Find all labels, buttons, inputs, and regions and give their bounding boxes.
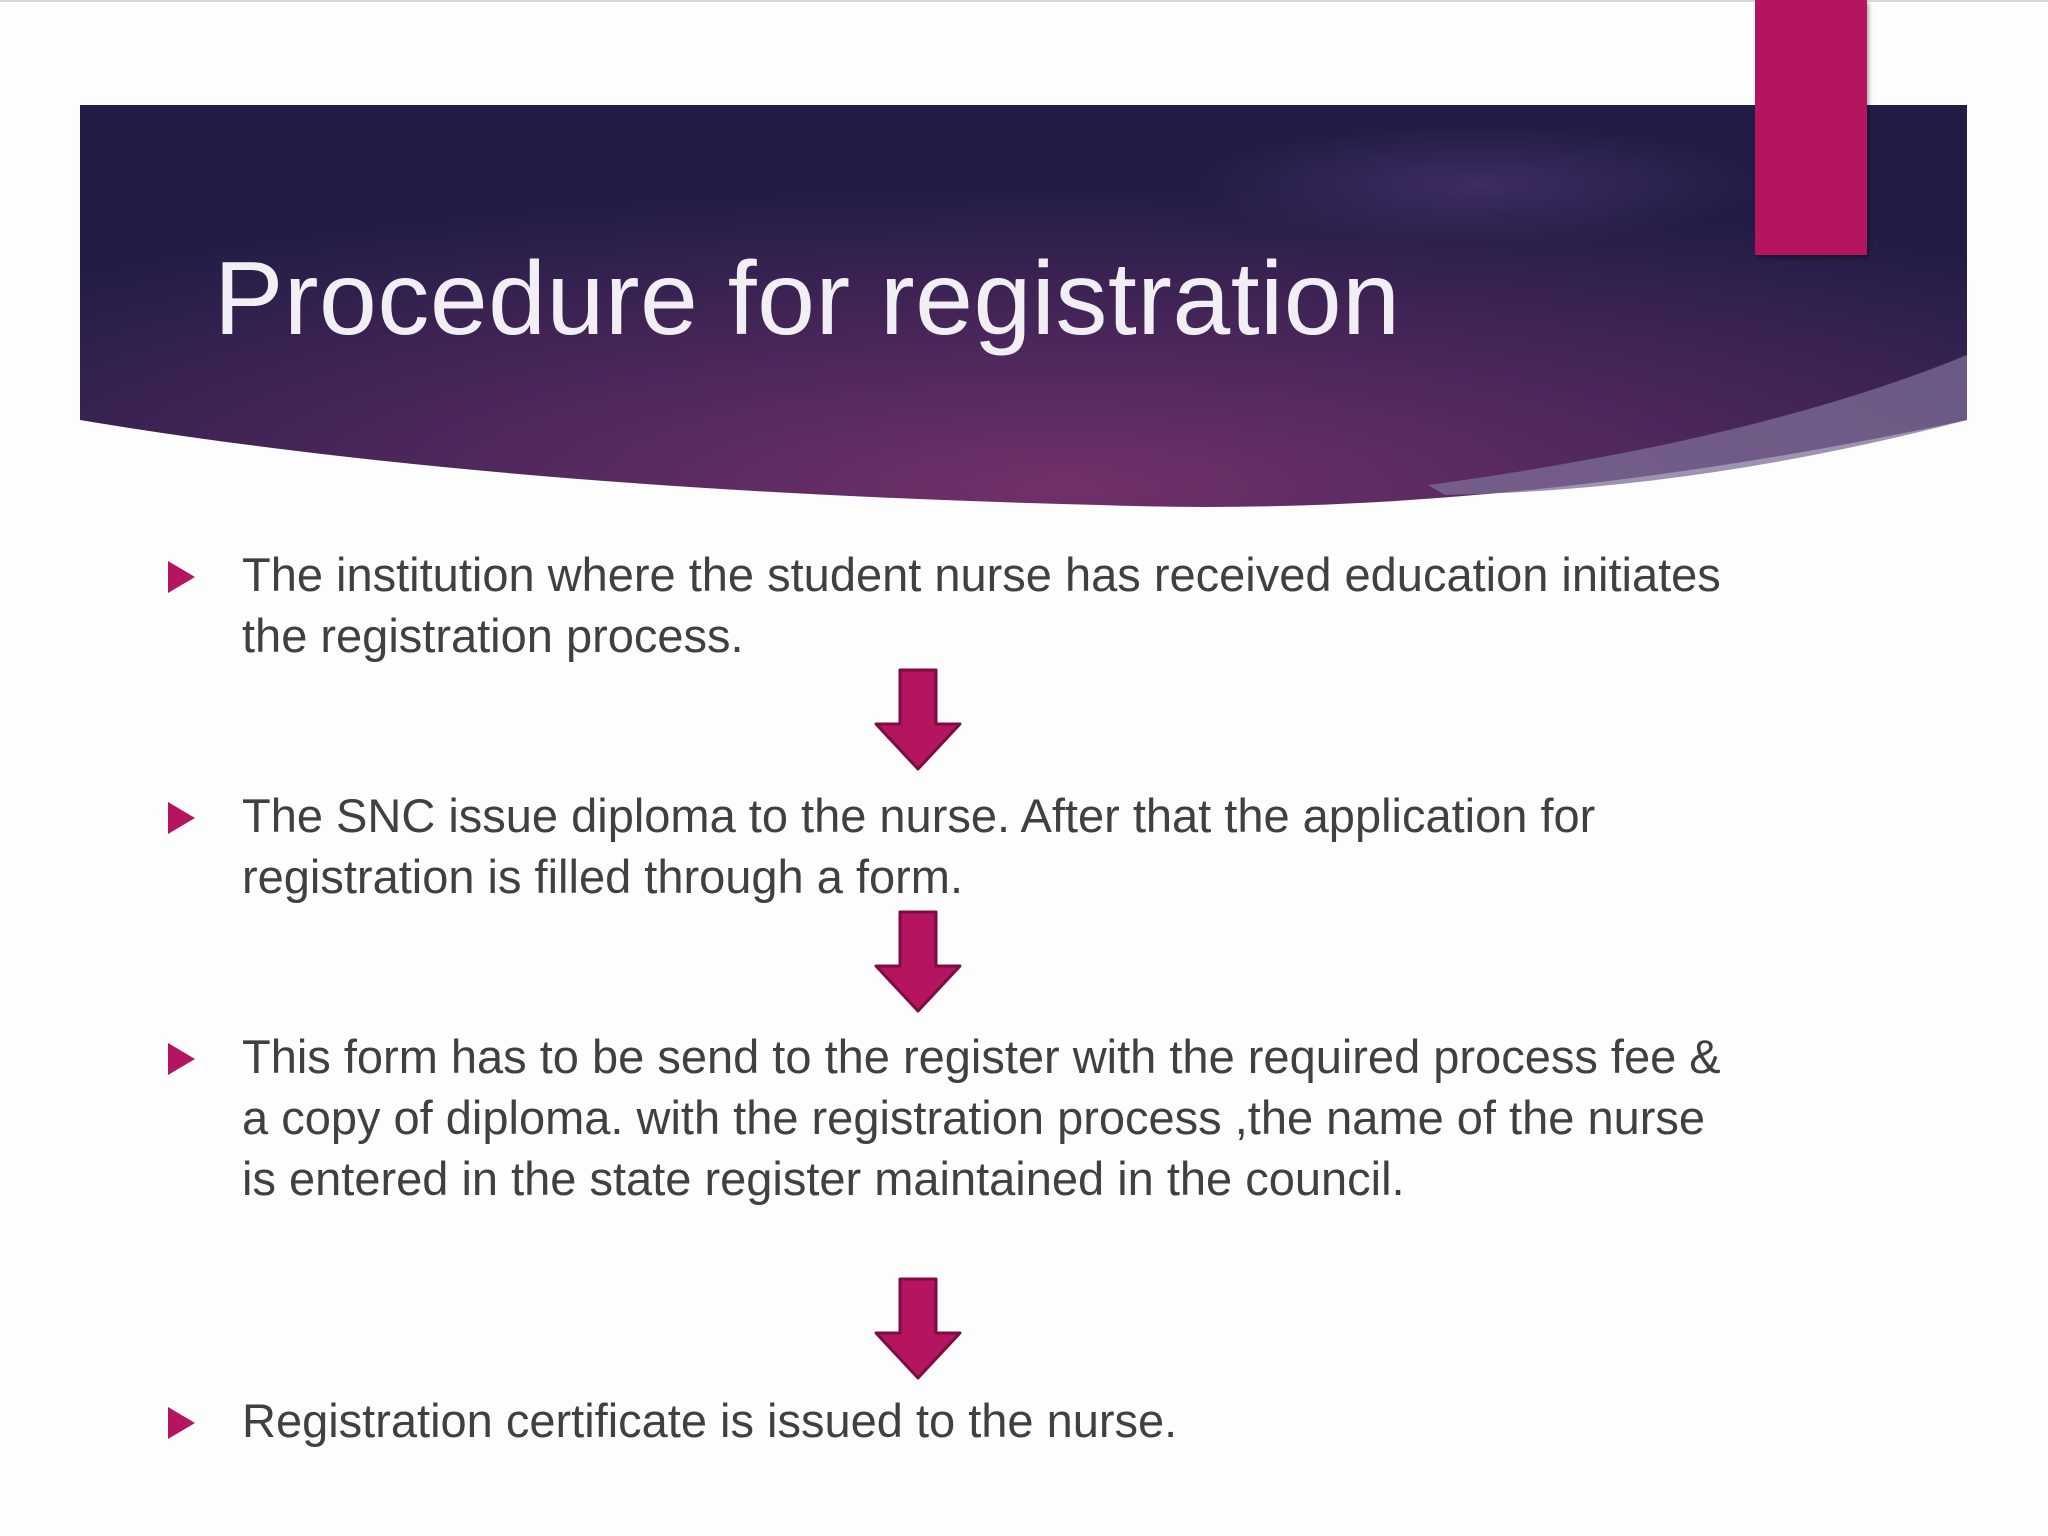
step-text: The institution where the student nurse has received education initiates the registration process. (242, 548, 1721, 662)
slide-title: Procedure for registration (214, 241, 1401, 357)
triangle-right-icon (168, 1043, 195, 1075)
triangle-right-icon (168, 1407, 195, 1439)
triangle-right-icon (168, 802, 195, 834)
step-text: The SNC issue diploma to the nurse. After that the application for registration is filled through a form. (242, 789, 1596, 903)
arrow-down-icon (873, 1277, 963, 1381)
triangle-right-icon (168, 561, 195, 593)
arrow-down-icon (873, 910, 963, 1014)
step-text: Registration certificate is issued to the nurse. (242, 1394, 1178, 1447)
step-text: This form has to be send to the register with the required process fee & a copy of diploma. with the registration process ,the name of the nurse is entered in the state register maintained in the council. (242, 1030, 1721, 1205)
arrow-down-icon (873, 668, 963, 772)
